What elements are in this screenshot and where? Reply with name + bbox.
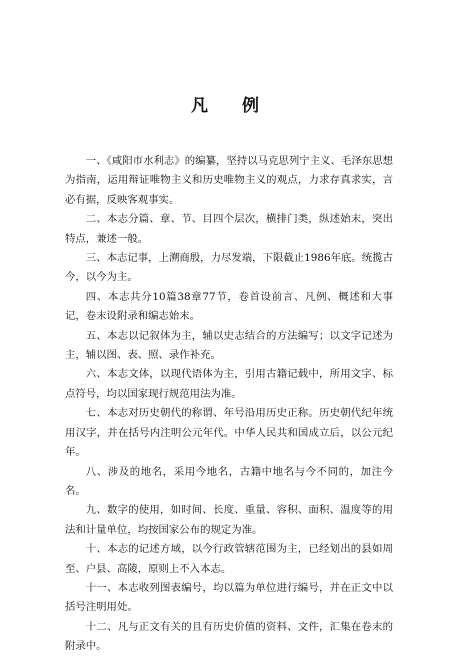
guideline-item-3: 三、本志记事，上溯商殷，力尽发端，下限截止1986年底。统揽古今，以今为主。 xyxy=(65,252,393,284)
guidelines-list xyxy=(65,152,393,657)
guideline-item-11: 十一、本志收列图表编号，均以篇为单位进行编号，并在正文中以括号注明用处。 xyxy=(65,581,393,614)
guideline-item-5: 五、本志以记叙体为主，辅以史志结合的方法编写；以文字记述为主，辅以图、表、照、录作补充。 xyxy=(65,329,393,362)
guideline-item-8: 八、涉及的地名，采用今地名，古籍中地名与今不同的，加注今名。 xyxy=(65,465,393,497)
guideline-item-9: 九、数字的使用，如时间、长度、重量、容积、面积、温度等的用法和计量单位，均按国家公布的规定为准。 xyxy=(65,504,393,536)
guideline-item-4: 四、本志共分10篇38章77节，卷首设前言、凡例、概述和大事记，卷末设附录和编志始末。 xyxy=(65,290,393,323)
guideline-item-12: 十二、凡与正文有关的且有历史价值的资料、文件，汇集在卷末的附录中。 xyxy=(65,620,393,653)
guideline-item-1: 一、《咸阳市水利志》的编纂，坚持以马克思列宁主义、毛泽东思想为指南，运用辩证唯物主义和历史唯物主义的观点，力求存真求实，言必有据，反映客观事实。 xyxy=(65,155,393,206)
guideline-item-2: 二、本志分篇、章、节、目四个层次，横排门类，纵述始末，突出特点，兼述一般。 xyxy=(65,213,393,245)
page-title: 凡 例 xyxy=(191,96,273,116)
guideline-item-7: 七、本志对历史朝代的称谓、年号沿用历史正称。历史朝代纪年统用汉字，并在括号内注明公元年代。中华人民共和国成立后，以公元纪年。 xyxy=(65,407,393,459)
guideline-item-10: 十、本志的记述方域，以今行政管辖范围为主，已经划出的县如周至、户县、高陵，原则上不入本志。 xyxy=(65,543,393,575)
guideline-item-6: 六、本志文体，以现代语体为主，引用古籍记载中，所用文字、标点符号，均以国家现行规范用法为准。 xyxy=(65,368,393,400)
